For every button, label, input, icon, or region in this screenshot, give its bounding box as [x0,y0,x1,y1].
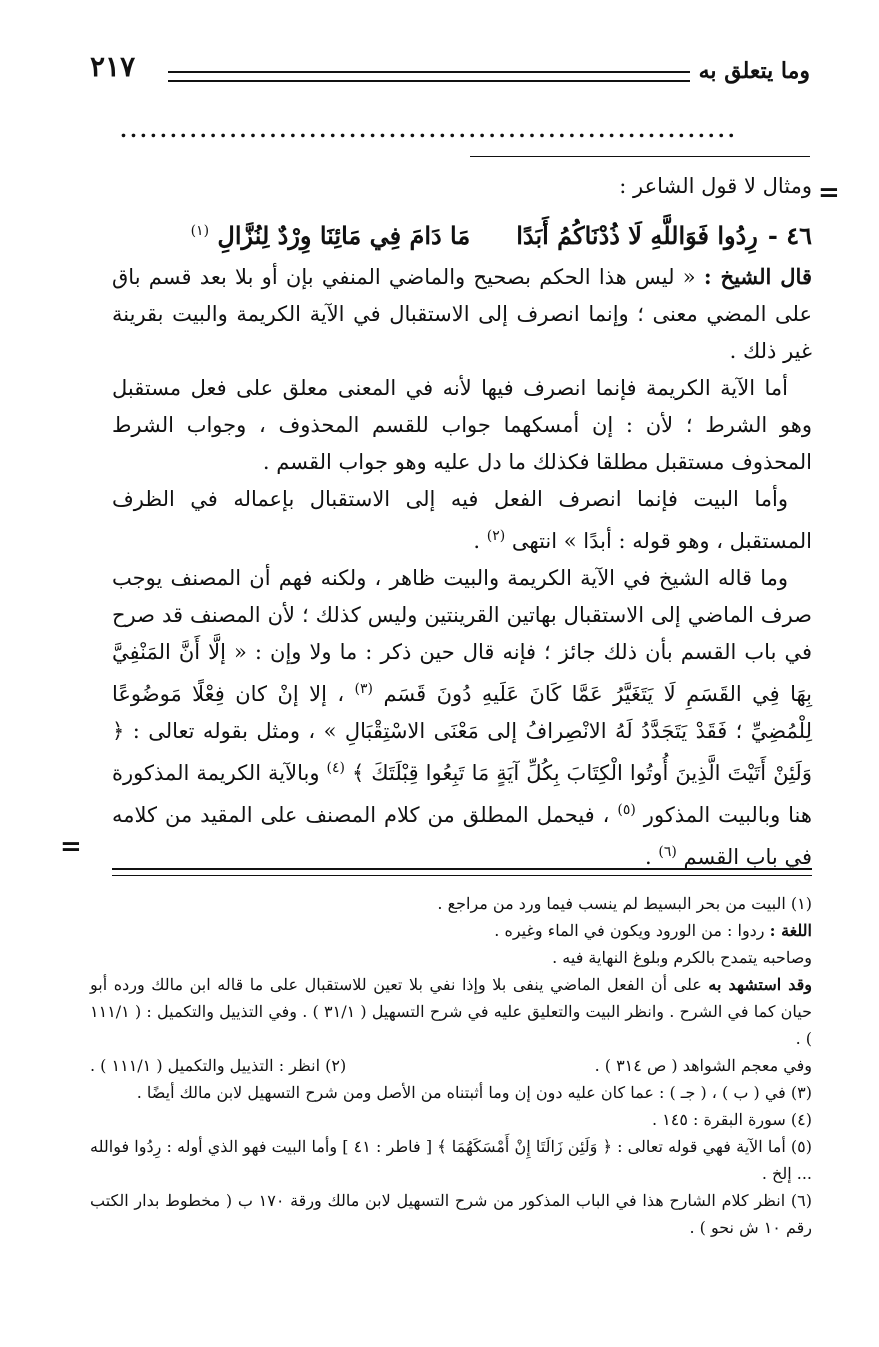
poetry-verse [112,209,812,258]
main-text [112,168,812,876]
paragraph-text: وأما البيت فإنما انصرف الفعل فيه إلى الاستقبال بإعماله في الظرف المستقبل ، وهو قوله : أبدًا » انتهى [112,487,812,553]
footnote-ref: (١) [190,223,210,239]
verse-number: ٤٦ - [767,221,812,250]
footnote-1: (١) البيت من بحر البسيط لم ينسب فيما ورد من مراجع . [437,894,812,913]
header-title: وما يتعلق به [698,58,810,84]
paragraph-commentary [112,560,812,876]
separator-rule [470,156,810,157]
continuation-mark-top: = [818,178,840,208]
footnote-1-dictionary: وفي معجم الشواهد ( ص ٣١٤ ) . [594,1056,812,1075]
footnote-row [90,1052,812,1079]
footnote-lead: وقد استشهد به [708,975,813,994]
footnote-5: (٥) أما الآية فهي قوله تعالى : ﴿ وَلَئِن زَالَتَا إِنْ أَمْسَكَهُمَا ﴾ [ فاطر : ٤١ ] وأما البيت فهو الذي أوله : رِدُوا فوالله ... إلخ . [90,1137,813,1183]
paragraph-text: وما قاله الشيخ في الآية الكريمة والبيت ظاهر ، ولكنه فهم أن المصنف يوجب صرف الماضي إلى الاستقبال بهاتين القرينتين وليس كذلك ؛ لأن المصنف قد صرح في باب القسم بأن ذلك جائز ؛ فإنه قال حين ذكر : ما ولا وإن : « إلَّا أَنَّ المَنْفِيَّ بِهَا فِي القَسَمِ لَا يَتَغَيَّرُ عَمَّا كَانَ عَلَيهِ دُونَ قَسَم [112,566,812,706]
dotted-separator: .............................................................. [120,118,738,142]
paragraph-text: ، فيحمل المطلق من كلام المصنف على المقيد من كلامه في باب القسم [112,803,812,869]
footnote-rule [112,868,812,876]
footnote-text: على أن الفعل الماضي ينفى بلا وإذا نفي بلا تعين للاستقبال على ما قاله ابن مالك ورده أبو حيان كما في الشرح . وانظر البيت والتعليق عليه في شرح التسهيل ( ٣١/١ ) . وفي التذييل والتكميل : ( ١١١/١ ) . [90,975,812,1048]
paragraph-end: . [644,845,652,869]
footnote-lead: اللغة : [769,921,812,940]
footnote-1-description: وصاحبه يتمدح بالكرم وبلوغ النهاية فيه . [552,948,812,967]
footnote-text: ردوا : من الورود ويكون في الماء وغيره . [494,921,765,940]
intro-line: ومثال لا قول الشاعر : [619,174,812,198]
footnote-1-language [90,917,812,944]
paragraph-text: وبالآية الكريمة المذكورة هنا وبالبيت المذكور [112,761,812,827]
header-rule [168,71,690,82]
verse-first-hemistich: رِدُوا فَوَاللَّهِ لَا ذُدْنَاكُمُ أَبَدًا [516,221,758,250]
footnote-1-evidence [90,971,812,1052]
footnote-6: (٦) انظر كلام الشارح هذا في الباب المذكور من شرح التسهيل لابن مالك ورقة ١٧٠ ب ( مخطوط بدار الكتب رقم ١٠ ش نحو ) . [90,1191,812,1237]
paragraph-lead: قال الشيخ : [703,264,812,289]
verse-second-hemistich: مَا دَامَ فِي مَائِنَا وِرْدٌ لِنُزَّالِ [217,221,471,250]
footnote-ref: (٣) [354,681,374,697]
paragraph-end: . [473,529,481,553]
footnote-4: (٤) سورة البقرة : ١٤٥ . [651,1110,812,1129]
paragraph-text: ، إلا إنْ كان فِعْلًا مَوضُوعًا لِلْمُضِيِّ ؛ فَقَدْ يَتَجَدَّدُ لَهُ الانْصِرافُ إلى مَعْنَى الاسْتِقْبَالِ » ، ومثل بقوله تعالى : ﴿ وَلَئِنْ أَتَيْتَ الَّذِينَ أُوتُوا الْكِتَابَ بِكُلِّ آيَةٍ مَا تَبِعُوا قِبْلَتَكَ ﴾ [112,682,812,785]
footnotes [90,890,812,1241]
footnote-3: (٣) في ( ب ) ، ( جـ ) : عما كان عليه دون إن وما أثبتناه من الأصل ومن شرح التسهيل لابن مالك أيضًا . [136,1083,812,1102]
footnote-ref: (٥) [617,802,636,818]
paragraph-sheikh [112,258,812,370]
paragraph-ayah: أما الآية الكريمة فإنما انصرف فيها لأنه في المعنى معلق على فعل مستقبل وهو الشرط ؛ لأن : إن أمسكهما جواب للقسم المحذوف ، وجواب الشرط المحذوف مستقبل مطلقا فكذلك ما دل عليه وهو جواب القسم . [112,376,812,474]
paragraph-bayt [112,481,812,560]
page-number: ٢١٧ [90,50,136,83]
footnote-ref: (٢) [486,528,506,544]
footnote-ref: (٤) [326,760,345,776]
running-header [90,50,810,90]
continuation-mark-bottom: = [60,832,82,862]
paragraph-text: « ليس هذا الحكم بصحيح والماضي المنفي بإن أو بلا بعد قسم باق على المضي معنى ؛ وإنما انصرف إلى الاستقبال في الآية الكريمة والبيت بقرينة غير ذلك . [112,265,812,363]
footnote-2: (٢) انظر : التذييل والتكميل ( ١١١/١ ) . [90,1056,347,1075]
footnote-ref: (٦) [658,844,677,860]
